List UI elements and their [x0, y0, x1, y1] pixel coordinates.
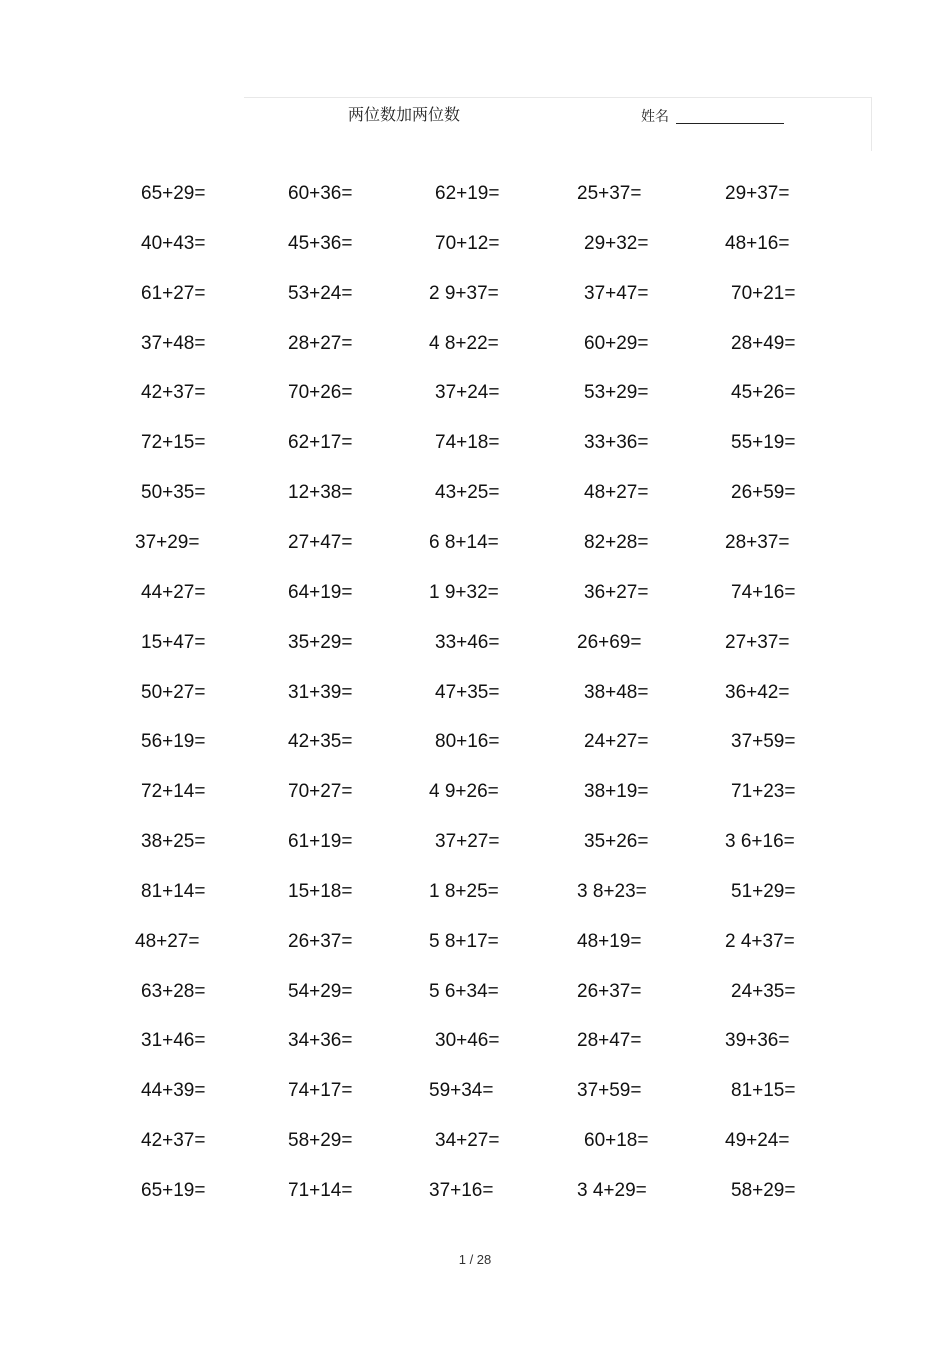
- problem-item: 27+47=: [288, 532, 353, 553]
- problem-item: 82+28=: [584, 532, 649, 553]
- problem-item: 37+47=: [584, 283, 649, 304]
- problem-item: 63+28=: [141, 981, 206, 1002]
- problem-item: 4 8+22=: [429, 333, 499, 354]
- problem-item: 48+27=: [584, 482, 649, 503]
- problem-item: 53+29=: [584, 382, 649, 403]
- problem-item: 27+37=: [725, 632, 790, 653]
- problem-item: 28+49=: [731, 333, 796, 354]
- problem-item: 60+29=: [584, 333, 649, 354]
- problem-item: 3 4+29=: [577, 1180, 647, 1201]
- problem-item: 33+36=: [584, 432, 649, 453]
- problem-item: 4 9+26=: [429, 781, 499, 802]
- problem-item: 42+37=: [141, 382, 206, 403]
- name-blank-line[interactable]: [676, 123, 784, 124]
- problem-item: 31+46=: [141, 1030, 206, 1051]
- problem-item: 71+14=: [288, 1180, 353, 1201]
- problem-item: 26+37=: [288, 931, 353, 952]
- problem-item: 3 6+16=: [725, 831, 795, 852]
- problem-item: 80+16=: [435, 731, 500, 752]
- problem-item: 49+24=: [725, 1130, 790, 1151]
- problem-item: 2 4+37=: [725, 931, 795, 952]
- problem-item: 58+29=: [731, 1180, 796, 1201]
- problem-item: 29+37=: [725, 183, 790, 204]
- problem-item: 37+59=: [731, 731, 796, 752]
- problem-item: 70+21=: [731, 283, 796, 304]
- problem-item: 33+46=: [435, 632, 500, 653]
- problem-item: 74+17=: [288, 1080, 353, 1101]
- problem-item: 5 8+17=: [429, 931, 499, 952]
- problem-item: 48+27=: [135, 931, 200, 952]
- name-label: 姓名: [641, 109, 669, 125]
- problem-item: 48+19=: [577, 931, 642, 952]
- problem-item: 31+39=: [288, 682, 353, 703]
- problem-item: 61+27=: [141, 283, 206, 304]
- problem-item: 59+34=: [429, 1080, 494, 1101]
- problem-item: 37+48=: [141, 333, 206, 354]
- problem-item: 74+16=: [731, 582, 796, 603]
- header-rule: [244, 97, 872, 98]
- problem-item: 37+16=: [429, 1180, 494, 1201]
- problem-item: 38+19=: [584, 781, 649, 802]
- problem-item: 72+15=: [141, 432, 206, 453]
- problem-item: 12+38=: [288, 482, 353, 503]
- problem-item: 42+35=: [288, 731, 353, 752]
- problem-item: 53+24=: [288, 283, 353, 304]
- problem-item: 51+29=: [731, 881, 796, 902]
- problem-item: 45+36=: [288, 233, 353, 254]
- problem-item: 5 6+34=: [429, 981, 499, 1002]
- problem-item: 28+27=: [288, 333, 353, 354]
- problem-item: 65+19=: [141, 1180, 206, 1201]
- problem-item: 54+29=: [288, 981, 353, 1002]
- problem-item: 45+26=: [731, 382, 796, 403]
- problem-item: 1 8+25=: [429, 881, 499, 902]
- problem-item: 60+36=: [288, 183, 353, 204]
- problem-item: 43+25=: [435, 482, 500, 503]
- problem-item: 26+69=: [577, 632, 642, 653]
- page-indicator: 1 / 28: [458, 1252, 492, 1267]
- problem-item: 62+17=: [288, 432, 353, 453]
- problem-item: 2 9+37=: [429, 283, 499, 304]
- problem-item: 35+26=: [584, 831, 649, 852]
- problem-item: 37+27=: [435, 831, 500, 852]
- problem-item: 40+43=: [141, 233, 206, 254]
- problem-item: 34+27=: [435, 1130, 500, 1151]
- problem-item: 24+27=: [584, 731, 649, 752]
- problem-item: 61+19=: [288, 831, 353, 852]
- problem-item: 55+19=: [731, 432, 796, 453]
- problem-item: 25+37=: [577, 183, 642, 204]
- problem-item: 81+14=: [141, 881, 206, 902]
- problem-item: 15+18=: [288, 881, 353, 902]
- worksheet-title: 两位数加两位数: [348, 105, 461, 124]
- problem-item: 65+29=: [141, 183, 206, 204]
- problem-item: 48+16=: [725, 233, 790, 254]
- problem-item: 60+18=: [584, 1130, 649, 1151]
- problem-item: 28+47=: [577, 1030, 642, 1051]
- problem-item: 34+36=: [288, 1030, 353, 1051]
- problem-item: 36+27=: [584, 582, 649, 603]
- problem-item: 72+14=: [141, 781, 206, 802]
- problem-item: 28+37=: [725, 532, 790, 553]
- problem-item: 64+19=: [288, 582, 353, 603]
- problem-item: 81+15=: [731, 1080, 796, 1101]
- problem-item: 50+35=: [141, 482, 206, 503]
- problem-item: 70+27=: [288, 781, 353, 802]
- problem-item: 38+25=: [141, 831, 206, 852]
- problem-item: 37+24=: [435, 382, 500, 403]
- problem-item: 36+42=: [725, 682, 790, 703]
- problem-item: 42+37=: [141, 1130, 206, 1151]
- problem-item: 70+26=: [288, 382, 353, 403]
- problem-item: 6 8+14=: [429, 532, 499, 553]
- problem-item: 1 9+32=: [429, 582, 499, 603]
- problem-item: 37+59=: [577, 1080, 642, 1101]
- problem-item: 15+47=: [141, 632, 206, 653]
- problem-item: 62+19=: [435, 183, 500, 204]
- problem-item: 56+19=: [141, 731, 206, 752]
- problem-item: 47+35=: [435, 682, 500, 703]
- problem-item: 39+36=: [725, 1030, 790, 1051]
- problem-item: 29+32=: [584, 233, 649, 254]
- problem-item: 71+23=: [731, 781, 796, 802]
- problem-item: 35+29=: [288, 632, 353, 653]
- problem-item: 37+29=: [135, 532, 200, 553]
- header-side-rule: [871, 97, 872, 151]
- problem-item: 50+27=: [141, 682, 206, 703]
- problem-item: 30+46=: [435, 1030, 500, 1051]
- problem-item: 26+59=: [731, 482, 796, 503]
- problem-item: 44+27=: [141, 582, 206, 603]
- problem-item: 24+35=: [731, 981, 796, 1002]
- problem-item: 70+12=: [435, 233, 500, 254]
- problem-item: 3 8+23=: [577, 881, 647, 902]
- problem-item: 38+48=: [584, 682, 649, 703]
- problem-item: 26+37=: [577, 981, 642, 1002]
- problem-item: 74+18=: [435, 432, 500, 453]
- problem-item: 44+39=: [141, 1080, 206, 1101]
- problem-item: 58+29=: [288, 1130, 353, 1151]
